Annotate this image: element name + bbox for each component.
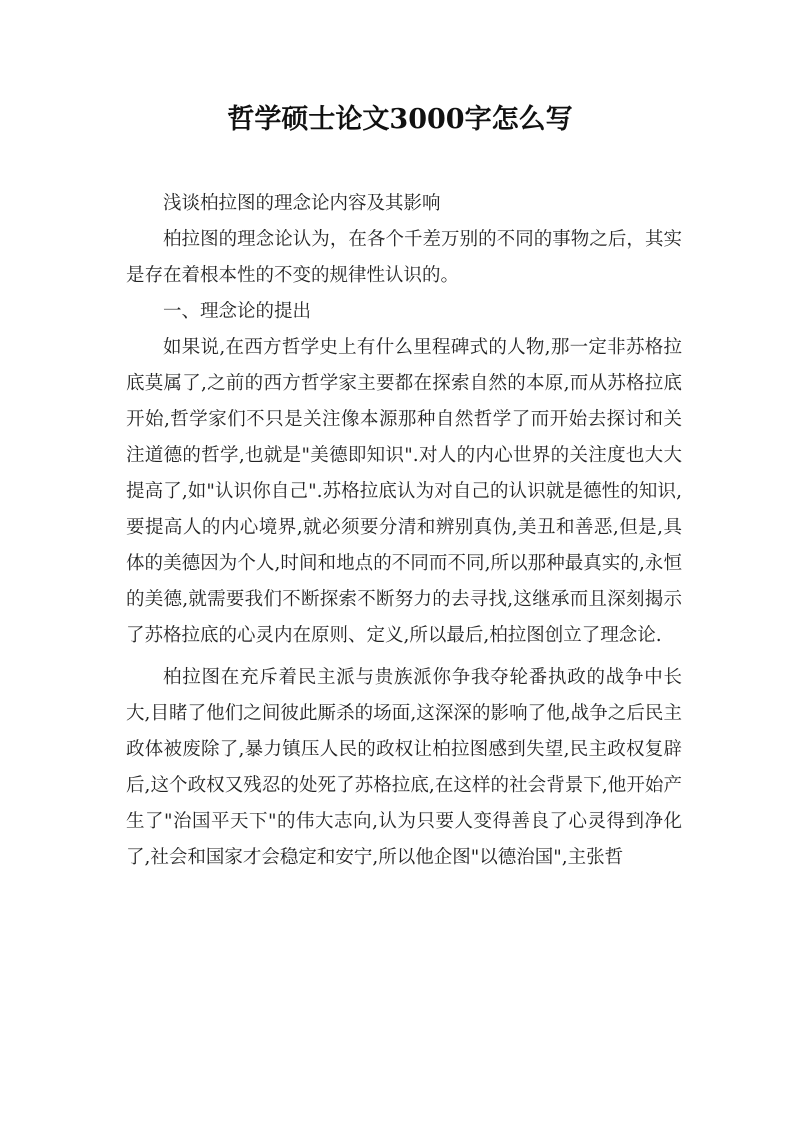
paragraph-plato-background: 柏拉图在充斥着民主派与贵族派你争我夺轮番执政的战争中长大,目睹了他们之间彼此厮杀的场面,这深深的影响了他,战争之后民主政体被废除了,暴力镇压人民的政权让柏拉图感到失望,民主政权复辟后,这个政权又残忍的处死了苏格拉底,在这样的社会背景下,他开始产生了"治国平天下"的伟大志向,认为只要人变得善良了心灵得到净化了,社会和国家才会稳定和安宁,所以他企图"以德治国",主张哲 [126, 667, 682, 868]
section-heading: 一、理念论的提出 [163, 301, 312, 322]
document-body [126, 186, 682, 876]
document-title: 哲学硕士论文3000字怎么写 [227, 104, 573, 135]
paragraph-socrates: 如果说,在西方哲学史上有什么里程碑式的人物,那一定非苏格拉底莫属了,之前的西方哲学家主要都在探索自然的本原,而从苏格拉底开始,哲学家们不只是关注像本源那种自然哲学了而开始去探讨和关注道德的哲学,也就是"美德即知识".对人的内心世界的关注度也大大提高了,如"认识你自己".苏格拉底认为对自己的认识就是德性的知识,要提高人的内心境界,就必须要分清和辨别真伪,美丑和善恶,但是,具体的美德因为个人,时间和地点的不同而不同,所以那种最真实的,永恒的美德,就需要我们不断探索不断努力的去寻找,这继承而且深刻揭示了苏格拉底的心灵内在原则、定义,所以最后,柏拉图创立了理念论. [126, 337, 682, 646]
paragraph-intro: 柏拉图的理念论认为，在各个千差万别的不同的事物之后，其实是存在着根本性的不变的规律性认识的。 [126, 229, 682, 286]
paragraph-subtitle: 浅谈柏拉图的理念论内容及其影响 [163, 193, 441, 214]
